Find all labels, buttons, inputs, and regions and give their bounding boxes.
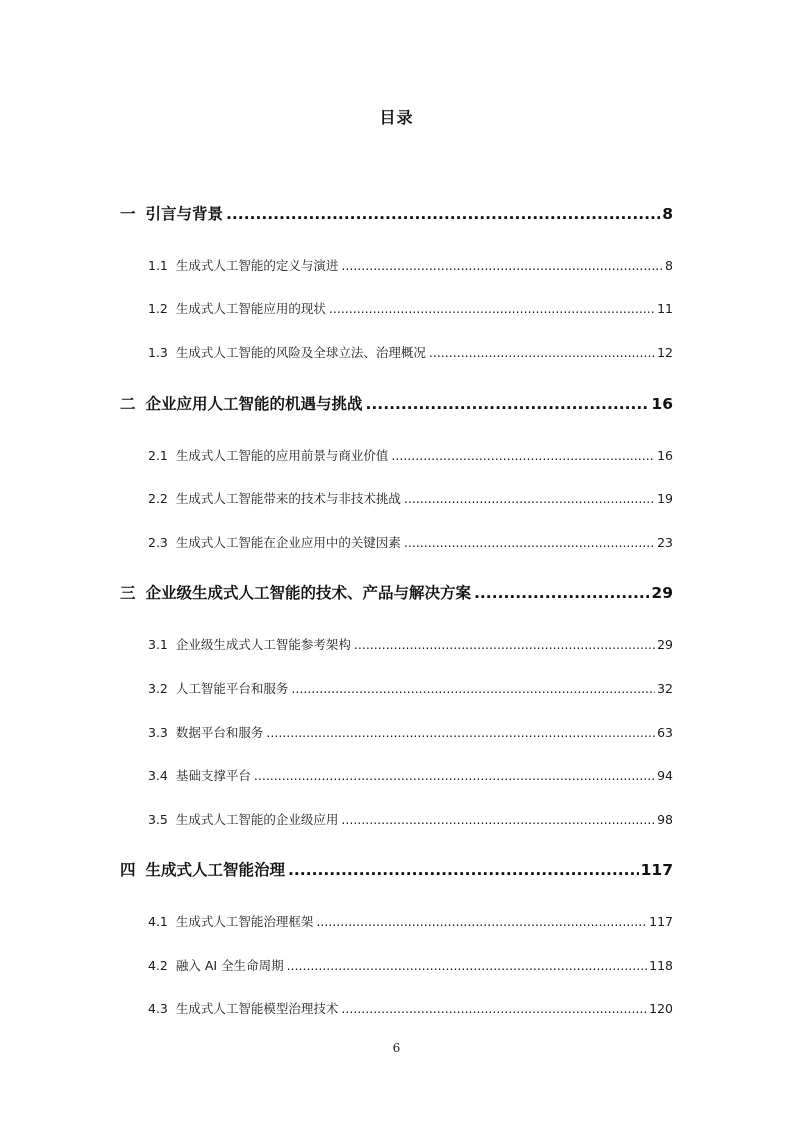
toc-entry-title: 人工智能平台和服务 bbox=[175, 681, 289, 696]
toc-dot-leader bbox=[429, 344, 655, 362]
toc-entry-page-number: 29 bbox=[657, 637, 673, 652]
toc-section-entry[interactable] bbox=[148, 534, 673, 552]
toc-entry-page-number: 19 bbox=[657, 491, 673, 506]
toc-entry-title: 生成式人工智能的风险及全球立法、治理概况 bbox=[175, 345, 426, 360]
toc-entry-title: 企业应用人工智能的机遇与挑战 bbox=[145, 395, 363, 413]
toc-dot-leader bbox=[291, 680, 655, 698]
toc-dot-leader bbox=[288, 859, 639, 881]
toc-entry-page-number: 98 bbox=[657, 812, 673, 827]
toc-dot-leader bbox=[341, 257, 663, 275]
toc-section-entry[interactable] bbox=[148, 490, 673, 508]
toc-entry-page-number: 8 bbox=[662, 205, 673, 223]
toc-dot-leader bbox=[341, 811, 655, 829]
toc-entry-title: 企业级生成式人工智能的技术、产品与解决方案 bbox=[145, 584, 472, 602]
toc-entry-number: 4.2 bbox=[148, 958, 168, 973]
toc-entry-title: 生成式人工智能的定义与演进 bbox=[175, 258, 339, 273]
toc-dot-leader bbox=[474, 582, 649, 604]
toc-section-entry[interactable] bbox=[148, 1000, 673, 1018]
toc-dot-leader bbox=[254, 767, 655, 785]
toc-entry-number: 1.2 bbox=[148, 301, 168, 316]
toc-chapter-entry[interactable] bbox=[120, 203, 673, 225]
toc-entry-number: 3.4 bbox=[148, 768, 168, 783]
toc-dot-leader bbox=[366, 393, 650, 415]
toc-entry-title: 生成式人工智能应用的现状 bbox=[175, 301, 326, 316]
toc-entry-page-number: 12 bbox=[657, 345, 673, 360]
toc-entry-page-number: 32 bbox=[657, 681, 673, 696]
toc-entry-page-number: 11 bbox=[657, 301, 673, 316]
toc-section-entry[interactable] bbox=[148, 636, 673, 654]
toc-section-entry[interactable] bbox=[148, 447, 673, 465]
toc-dot-leader bbox=[391, 447, 655, 465]
toc-entry-title: 生成式人工智能在企业应用中的关键因素 bbox=[175, 535, 401, 550]
page-title: 目录 bbox=[379, 108, 414, 127]
toc-entry-title: 生成式人工智能治理 bbox=[145, 861, 286, 879]
toc-dot-leader bbox=[329, 300, 655, 318]
toc-chapter-entry[interactable] bbox=[120, 859, 673, 881]
toc-entry-page-number: 23 bbox=[657, 535, 673, 550]
toc-section-entry[interactable] bbox=[148, 680, 673, 698]
toc-section-entry[interactable] bbox=[148, 913, 673, 931]
toc-entry-title: 生成式人工智能治理框架 bbox=[175, 914, 314, 929]
toc-entry-title: 生成式人工智能的应用前景与商业价值 bbox=[175, 448, 389, 463]
toc-entry-title: 生成式人工智能模型治理技术 bbox=[175, 1001, 339, 1016]
toc-entry-number: 2.2 bbox=[148, 491, 168, 506]
toc-section-entry[interactable] bbox=[148, 811, 673, 829]
toc-entry-number: 二 bbox=[120, 395, 136, 413]
toc-entry-page-number: 63 bbox=[657, 725, 673, 740]
toc-entry-page-number: 118 bbox=[649, 958, 673, 973]
toc-entry-number: 4.1 bbox=[148, 914, 168, 929]
toc-dot-leader bbox=[341, 1000, 647, 1018]
page-number: 6 bbox=[392, 1041, 401, 1055]
toc-entry-number: 1.3 bbox=[148, 345, 168, 360]
toc-section-entry[interactable] bbox=[148, 724, 673, 742]
toc-entry-number: 一 bbox=[120, 205, 136, 223]
toc-entry-number: 2.3 bbox=[148, 535, 168, 550]
toc-dot-leader bbox=[354, 636, 655, 654]
toc-entry-title: 生成式人工智能的企业级应用 bbox=[175, 812, 339, 827]
toc-entry-number: 4.3 bbox=[148, 1001, 168, 1016]
toc-section-entry[interactable] bbox=[148, 957, 673, 975]
toc-entry-title: 数据平台和服务 bbox=[175, 725, 264, 740]
toc-chapter-entry[interactable] bbox=[120, 393, 673, 415]
toc-section-entry[interactable] bbox=[148, 344, 673, 362]
toc-entry-number: 四 bbox=[120, 861, 136, 879]
toc-chapter-entry[interactable] bbox=[120, 582, 673, 604]
toc-section-entry[interactable] bbox=[148, 300, 673, 318]
toc-dot-leader bbox=[404, 490, 655, 508]
toc-entry-page-number: 16 bbox=[651, 395, 673, 413]
toc-dot-leader bbox=[404, 534, 655, 552]
toc-dot-leader bbox=[226, 203, 660, 225]
toc-entry-number: 3.3 bbox=[148, 725, 168, 740]
toc-entry-page-number: 117 bbox=[640, 861, 673, 879]
toc-entry-number: 1.1 bbox=[148, 258, 168, 273]
toc-entry-page-number: 94 bbox=[657, 768, 673, 783]
toc-entry-page-number: 8 bbox=[665, 258, 673, 273]
toc-dot-leader bbox=[316, 913, 647, 931]
toc-section-entry[interactable] bbox=[148, 767, 673, 785]
toc-entry-number: 2.1 bbox=[148, 448, 168, 463]
toc-entry-page-number: 29 bbox=[651, 584, 673, 602]
toc-entry-page-number: 16 bbox=[657, 448, 673, 463]
toc-entry-number: 3.1 bbox=[148, 637, 168, 652]
toc-dot-leader bbox=[287, 957, 648, 975]
toc-entry-number: 3.2 bbox=[148, 681, 168, 696]
toc-section-entry[interactable] bbox=[148, 257, 673, 275]
toc-dot-leader bbox=[266, 724, 655, 742]
toc-entry-number: 3.5 bbox=[148, 812, 168, 827]
toc-entry-page-number: 120 bbox=[649, 1001, 673, 1016]
toc-entry-title: 企业级生成式人工智能参考架构 bbox=[175, 637, 351, 652]
toc-entry-title: 生成式人工智能带来的技术与非技术挑战 bbox=[175, 491, 401, 506]
toc-entry-number: 三 bbox=[120, 584, 136, 602]
toc-entry-title: 融入 AI 全生命周期 bbox=[175, 958, 284, 973]
toc-entry-page-number: 117 bbox=[649, 914, 673, 929]
toc-entry-title: 基础支撑平台 bbox=[175, 768, 251, 783]
toc-entry-title: 引言与背景 bbox=[145, 205, 224, 223]
